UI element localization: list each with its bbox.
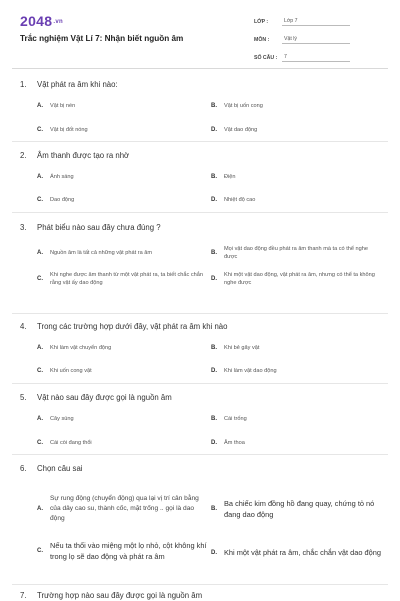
class-field: LỚP : Lớp 7 [254,12,350,26]
question-2: 2. Âm thanh được tạo ra nhờ A. Ánh sáng B. Điện C. Dao động D. Nhiệt độ cao [20,149,386,161]
option-a[interactable]: A. Khi làm vật chuyển động [37,345,112,352]
option-b[interactable]: B. Mọi vật dao động đều phát ra âm thanh mà ta có thể nghe được [211,246,368,261]
option-a[interactable]: A. Ánh sáng [37,174,74,181]
option-a[interactable]: A. Vật bị nén [37,103,76,110]
option-b[interactable]: B. Vật bị uốn cong [211,103,263,110]
option-d[interactable]: D. Âm thoa [211,440,245,447]
site-logo[interactable]: 2048.vn [20,13,63,29]
option-d[interactable]: D. Khi một vật dao động, vật phát ra âm, nhưng có thể ta không nghe được [211,272,375,287]
option-b[interactable]: B. Cái trống [211,416,247,423]
question-4: 4. Trong các trường hợp dưới đây, vật phát ra âm khi nào A. Khi làm vật chuyển động B. Khi bẻ gãy vật C. Khi uốn cong vật D. Khi làm vật dao động [20,320,386,332]
question-text: Phát biểu nào sau đây chưa đúng ? [37,222,161,232]
option-a[interactable]: A. Cây súng [37,416,74,423]
option-d[interactable]: D. Vật dao động [211,127,258,134]
option-d[interactable]: D. Nhiệt độ cao [211,197,256,204]
option-a[interactable]: A. Sự rung động (chuyển động) qua lại vị trí cân bằng của dây cao su, thành cốc, mặt trống .. gọi là dao động [37,495,199,523]
question-text: Chọn câu sai [37,463,83,473]
option-c[interactable]: C. Khi nghe được âm thanh từ một vật phát ra, ta biết chắc chắn rằng vật ấy dao động [37,272,203,287]
question-3: 3. Phát biểu nào sau đây chưa đúng ? A. Nguồn âm là tất cả những vật phát ra âm B. Mọi vật dao động đều phát ra âm thanh mà ta có thể nghe được C. Khi nghe được âm thanh từ một vật phát ra, ta biết chắc chắn rằng vật ấy dao động D. Khi một vật dao động, vật phát ra âm, nhưng có thể ta không nghe được [20,221,386,233]
option-d[interactable]: D. Khi làm vật dao động [211,368,277,375]
quiz-title: Trắc nghiệm Vật Lí 7: Nhận biết nguồn âm [20,34,184,43]
question-text: Âm thanh được tạo ra nhờ [37,150,130,160]
header-divider [12,68,388,69]
question-divider [12,454,388,455]
option-c[interactable]: C. Nếu ta thổi vào miệng một lọ nhỏ, cột không khí trong lọ sẽ dao động và phát ra âm [37,541,207,562]
question-text: Trong các trường hợp dưới đây, vật phát ra âm khi nào [37,321,228,331]
option-c[interactable]: C. Vật bị đốt nóng [37,127,88,134]
option-b[interactable]: B. Điện [211,174,236,181]
question-divider [12,383,388,384]
option-a[interactable]: A. Nguồn âm là tất cả những vật phát ra âm [37,250,153,257]
quiz-meta [254,12,350,66]
question-text: Vật nào sau đây được gọi là nguồn âm [37,392,172,402]
question-divider [12,313,388,314]
question-6: 6. Chọn câu sai A. Sự rung động (chuyển động) qua lại vị trí cân bằng của dây cao su, thành cốc, mặt trống .. gọi là dao động B. Ba chiếc kim đồng hồ đang quay, chứng tỏ nó đang dao động C. Nếu ta thổi vào miệng một lọ nhỏ, cột không khí trong lọ sẽ dao động và phát ra âm D. Khi một vật phát ra âm, chắc chắn vật dao động [20,463,381,562]
option-d[interactable]: D. Khi một vật phát ra âm, chắc chắn vật dao động [211,548,381,557]
question-5: 5. Vật nào sau đây được gọi là nguồn âm A. Cây súng B. Cái trống C. Cái còi đang thổi D. Âm thoa [20,391,386,403]
question-7: 7. Trường hợp nào sau đây được gọi là nguồn âm [20,590,203,600]
question-divider [12,212,388,213]
question-text: Trường hợp nào sau đây được gọi là nguồn âm [37,590,203,600]
option-b[interactable]: B. Ba chiếc kim đồng hồ đang quay, chứng tỏ nó đang dao động [211,499,375,520]
page-header [0,0,400,64]
question-1: 1. Vật phát ra âm khi nào: A. Vật bị nén B. Vật bị uốn cong C. Vật bị đốt nóng D. Vật dao động [20,78,386,90]
option-c[interactable]: C. Dao động [37,197,75,204]
option-c[interactable]: C. Cái còi đang thổi [37,440,92,447]
question-divider [12,584,388,585]
subject-field: MÔN : Vật lý [254,30,350,44]
option-c[interactable]: C. Khi uốn cong vật [37,368,92,375]
question-count-field: SỐ CÂU : 7 [254,48,350,62]
option-b[interactable]: B. Khi bẻ gãy vật [211,345,260,352]
question-text: Vật phát ra âm khi nào: [37,79,118,89]
question-divider [12,141,388,142]
